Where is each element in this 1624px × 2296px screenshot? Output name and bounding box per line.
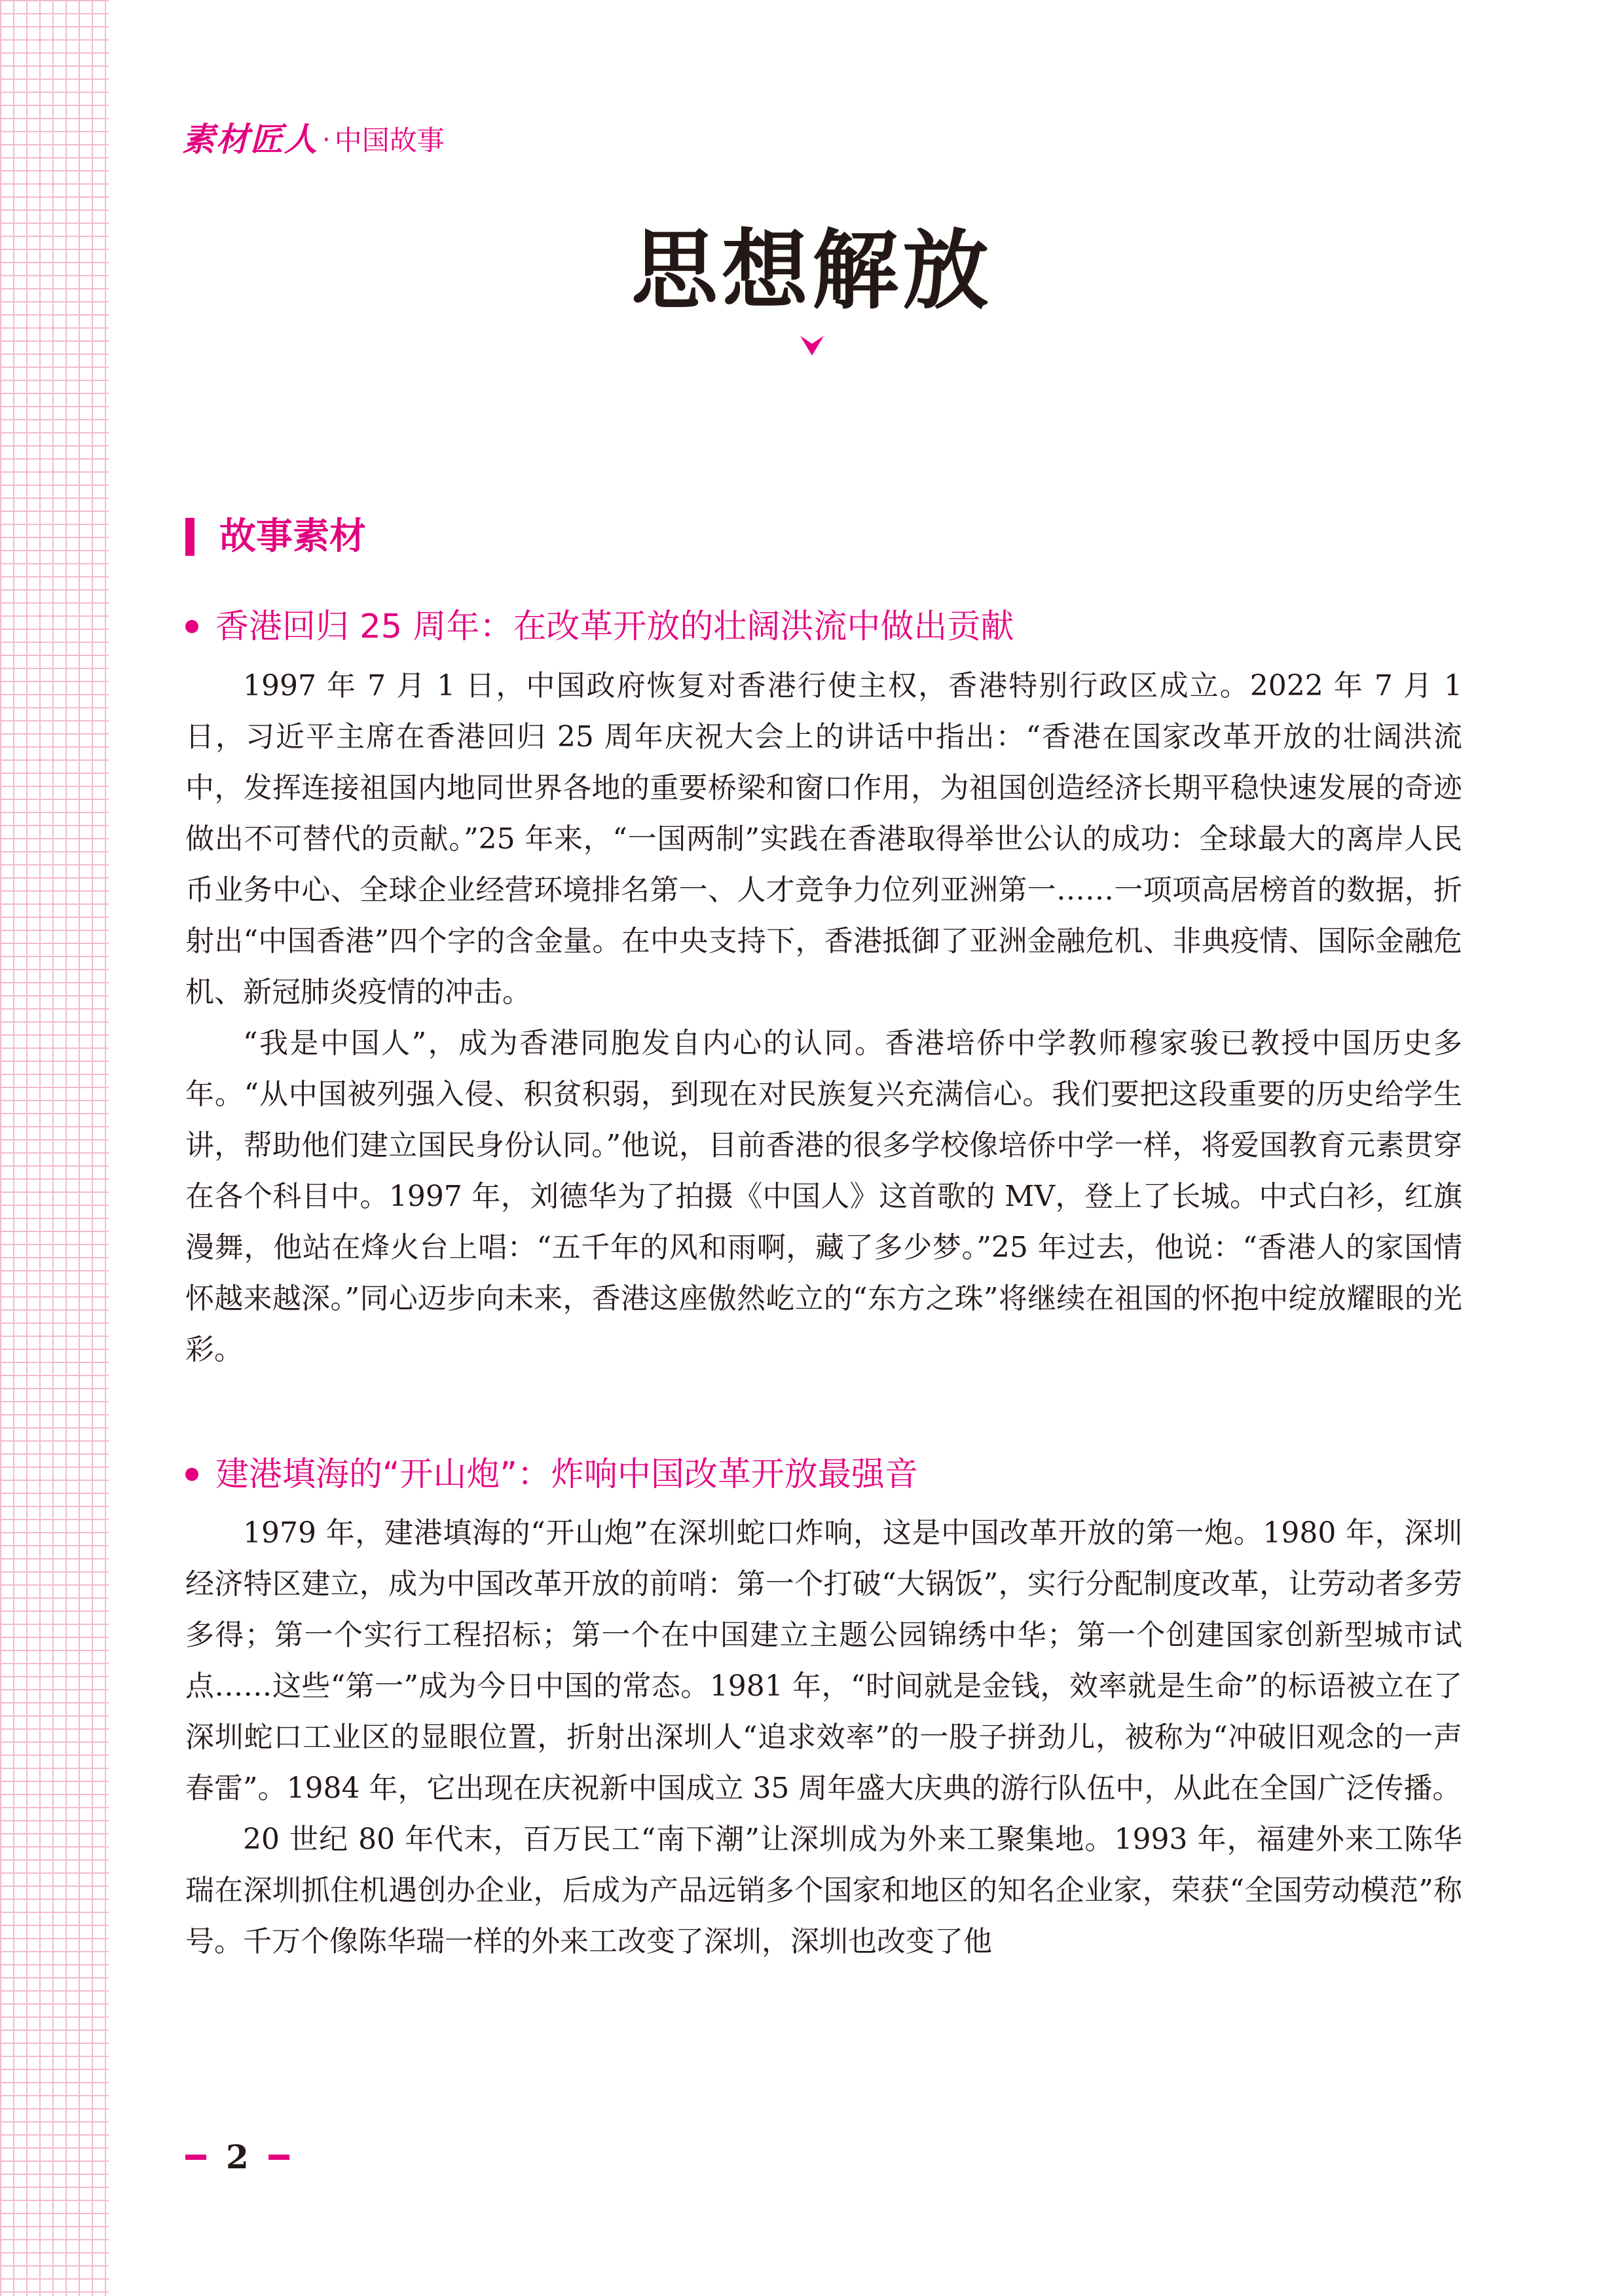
paragraph: 1979 年，建港填海的“开山炮”在深圳蛇口炸响，这是中国改革开放的第一炮。1980 年，深圳经济特区建立，成为中国改革开放的前哨：第一个打破“大锅饭”，实行分配制度改革，让劳动者多劳多得；第一个实行工程招标；第一个在中国建立主题公园锦绣中华；第一个创建国家创新型城市试点……这些“第一”成为今日中国的常态。1981 年，“时间就是金钱，效率就是生命”的标语被立在了深圳蛇口工业区的显眼位置，折射出深圳人“追求效率”的一股子拼劲儿，被称为“冲破旧观念的一声春雷”。1984 年，它出现在庆祝新中国成立 35 周年盛大庆典的游行队伍中，从此在全国广泛传播。 (185, 1516, 1462, 1805)
brand-logo-text: 素材匠人 (182, 120, 318, 158)
story-heading-shekou (185, 1451, 918, 1497)
section-marker-bar (185, 518, 194, 556)
running-header (182, 110, 445, 156)
footer-dash-left (185, 2155, 206, 2160)
paragraph: “我是中国人”，成为香港同胞发自内心的认同。香港培侨中学教师穆家骏已教授中国历史多年。“从中国被列强入侵、积贫积弱，到现在对民族复兴充满信心。我们要把这段重要的历史给学生讲，帮助他们建立国民身份认同。”他说，目前香港的很多学校像培侨中学一样，将爱国教育元素贯穿在各个科目中。1997 年，刘德华为了拍摄《中国人》这首歌的 MV，登上了长城。中式白衫，红旗漫舞，他站在烽火台上唱：“五千年的风和雨啊，藏了多少梦。”25 年过去，他说：“香港人的家国情怀越来越深。”同心迈步向未来，香港这座傲然屹立的“东方之珠”将继续在祖国的怀抱中绽放耀眼的光彩。 (185, 1027, 1462, 1366)
section-heading (185, 511, 366, 563)
bullet-icon (185, 1468, 198, 1481)
header-separator: · (322, 125, 331, 155)
paragraph: 1997 年 7 月 1 日，中国政府恢复对香港行使主权，香港特别行政区成立。2022 年 7 月 1 日，习近平主席在香港回归 25 周年庆祝大会上的讲话中指出：“香港在国家改革开放的壮阔洪流中，发挥连接祖国内地同世界各地的重要桥梁和窗口作用，为祖国创造经济长期平稳快速发展的奇迹做出不可替代的贡献。”25 年来，“一国两制”实践在香港取得举世公认的成功：全球最大的离岸人民币业务中心、全球企业经营环境排名第一、人才竞争力位列亚洲第一……一项项高居榜首的数据，折射出“中国香港”四个字的含金量。在中央支持下，香港抵御了亚洲金融危机、非典疫情、国际金融危机、新冠肺炎疫情的冲击。 (185, 669, 1462, 1009)
section-title: 故事素材 (219, 515, 366, 558)
page-title: 思想解放 (631, 220, 993, 321)
story-body-hong-kong (185, 661, 1462, 1376)
story-title: 建港填海的“开山炮”：炸响中国改革开放最强音 (215, 1455, 918, 1494)
paragraph: 20 世纪 80 年代末，百万民工“南下潮”让深圳成为外来工聚集地。1993 年，福建外来工陈华瑞在深圳抓住机遇创办企业，后成为产品远销多个国家和地区的知名企业家，荣获“全国劳动模范”称号。千万个像陈华瑞一样的外来工改变了深圳，深圳也改变了他 (185, 1823, 1462, 1958)
page-footer (185, 2134, 289, 2180)
decorative-grid-strip (0, 0, 109, 2296)
chevron-down-icon (800, 336, 824, 355)
header-subtitle: 中国故事 (334, 124, 445, 156)
footer-dash-right (268, 2155, 289, 2160)
bullet-icon (185, 620, 198, 633)
story-body-shekou (185, 1508, 1462, 1967)
story-heading-hong-kong (185, 604, 1014, 649)
story-title: 香港回归 25 周年：在改革开放的壮阔洪流中做出贡献 (215, 607, 1014, 646)
page-number: 2 (226, 2138, 249, 2176)
